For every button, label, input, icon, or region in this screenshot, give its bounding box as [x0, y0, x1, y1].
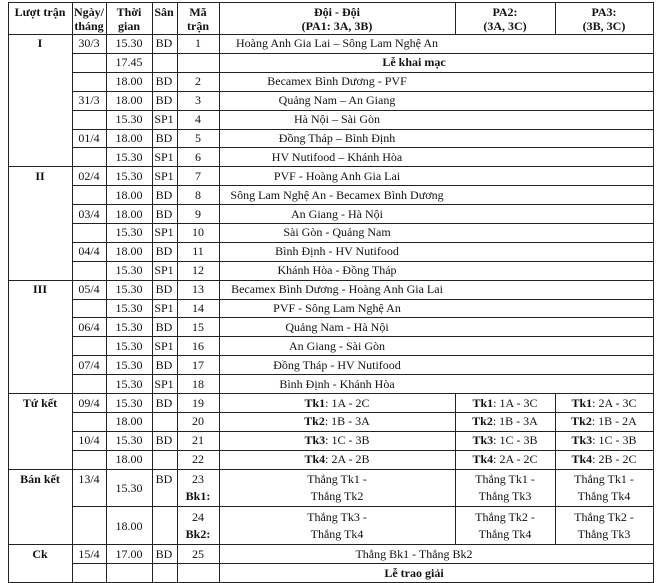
pa2-pairing-tag: Tk2	[472, 414, 493, 429]
match-code: 8	[195, 187, 201, 202]
date-cell: 15/4	[78, 546, 100, 561]
round-label: II	[35, 168, 45, 183]
venue-cell: SP1	[154, 112, 174, 127]
venue-cell: BD	[155, 187, 173, 202]
venue-cell: BD	[155, 357, 173, 372]
date-cell: 13/4	[78, 471, 100, 486]
pa3-pairing-pair: : 2B - 2C	[592, 452, 637, 467]
venue-cell: BD	[155, 74, 173, 89]
match-code: 1	[195, 36, 201, 51]
date-cell: 02/4	[78, 168, 100, 183]
grid-line	[8, 393, 653, 394]
grid-line	[455, 2, 456, 34]
time-cell: 15.30	[115, 357, 143, 372]
time-cell: 15.30	[115, 301, 143, 316]
grid-line	[72, 72, 653, 73]
grid-line	[555, 2, 556, 34]
match-code: 13	[192, 282, 204, 297]
venue-cell: SP1	[154, 149, 174, 164]
header-time: Thời	[116, 5, 142, 19]
grid-line	[72, 431, 653, 432]
time-cell: 15.30	[115, 263, 143, 278]
time-cell: 18.00	[115, 74, 143, 89]
time-cell: 15.30	[115, 112, 143, 127]
time-cell: 18.00	[115, 452, 143, 467]
match-code: 20	[192, 414, 204, 429]
pa2-pairing-tag: Tk1	[472, 395, 494, 410]
round-label: III	[32, 282, 48, 297]
header-date: Ngày/	[74, 5, 104, 19]
time-cell: 17.00	[115, 546, 143, 561]
date-cell: 07/4	[78, 357, 100, 372]
grid-line	[8, 166, 653, 167]
match-code: 22	[192, 452, 204, 467]
match-teams: Sài Gòn - Quảng Nam	[283, 225, 391, 240]
time-cell: 15.30	[115, 433, 143, 448]
venue-cell: BD	[155, 282, 173, 297]
venue-cell: SP1	[154, 376, 174, 391]
time-cell: 15.30	[115, 225, 143, 240]
grid-line	[72, 450, 653, 451]
match-teams: PVF - Hoàng Anh Gia Lai	[273, 168, 401, 183]
header-pa3-2: (3B, 3C)	[582, 19, 626, 33]
grid-line	[72, 336, 653, 337]
match-code: 10	[192, 225, 204, 240]
schedule-table	[0, 2, 660, 580]
match-teams: Đồng Tháp – Bình Định	[278, 130, 396, 145]
pa3-pairing-tag: Tk4	[571, 452, 593, 467]
match-teams: PVF - Sông Lam Nghệ An	[273, 301, 401, 316]
time-cell: 18.00	[115, 244, 143, 259]
match-pairing-pair: : 1A - 2C	[325, 395, 370, 410]
grid-line	[152, 2, 153, 583]
venue-cell: SP1	[154, 263, 174, 278]
ceremony-label: Lễ khai mạc	[382, 55, 446, 70]
date-cell: 31/3	[78, 93, 100, 108]
time-cell: 15.30	[115, 319, 143, 334]
venue-cell: SP1	[154, 225, 174, 240]
date-cell: 09/4	[78, 395, 100, 410]
match-code: 18	[192, 376, 204, 391]
header-time-2: gian	[117, 19, 141, 33]
match-code: 23	[192, 471, 204, 486]
header-venue: Sân	[154, 5, 174, 19]
grid-line	[72, 147, 653, 148]
venue-cell: BD	[155, 433, 173, 448]
match-teams: HV Nutifood – Khánh Hòa	[271, 149, 403, 164]
header-code: Mã	[189, 5, 207, 19]
header-pa2: PA2:	[492, 5, 518, 19]
grid-line	[72, 374, 653, 375]
pa3-teams-2: Thắng Tk3	[577, 526, 631, 541]
grid-line	[72, 129, 653, 130]
venue-cell: BD	[155, 471, 173, 486]
time-cell: 15.30	[115, 480, 143, 495]
grid-line	[72, 204, 653, 205]
grid-line	[72, 91, 653, 92]
time-cell: 15.30	[115, 395, 143, 410]
match-teams: Đồng Tháp - HV Nutifood	[273, 357, 401, 372]
venue-cell: SP1	[154, 338, 174, 353]
date-cell: 10/4	[78, 433, 100, 448]
match-code: 21	[192, 433, 204, 448]
pa3-pairing	[571, 433, 636, 447]
pa2-pairing-tag: Tk4	[472, 452, 494, 467]
time-cell: 15.30	[115, 338, 143, 353]
match-code: 15	[192, 319, 204, 334]
grid-line	[8, 2, 653, 3]
match-teams: An Giang - Sài Gòn	[289, 338, 385, 353]
time-cell: 18.00	[115, 187, 143, 202]
grid-line	[219, 2, 220, 583]
semifinal-tag: Bk1:	[185, 488, 211, 503]
match-pairing-pair: : 1B - 3A	[324, 414, 370, 429]
time-cell: 15.30	[115, 149, 143, 164]
venue-cell: BD	[155, 395, 173, 410]
grid-line	[653, 2, 654, 583]
match-teams: Becamex Bình Dương - PVF	[267, 74, 407, 89]
pa3-pairing-pair: : 1C - 3B	[592, 433, 637, 448]
pa2-teams: Thắng Tk1 -	[475, 471, 535, 486]
match-teams: Sông Lam Nghệ An - Becamex Bình Dương	[230, 187, 444, 202]
venue-cell: BD	[155, 36, 173, 51]
pa2-pairing	[472, 452, 537, 466]
match-teams: Bình Định - Khánh Hòa	[279, 376, 395, 391]
pa3-teams: Thắng Tk1 -	[574, 471, 634, 486]
grid-line	[106, 2, 107, 583]
header-code-2: trận	[187, 19, 209, 33]
venue-cell: BD	[155, 93, 173, 108]
time-cell: 15.30	[115, 36, 143, 51]
grid-line	[8, 34, 653, 35]
time-cell: 18.00	[115, 206, 143, 221]
header-pa2-2: (3A, 3C)	[483, 19, 527, 33]
match-code: 2	[195, 74, 201, 89]
match-teams: Hà Nội – Sài Gòn	[294, 112, 380, 127]
pa3-teams-2: Thắng Tk4	[577, 488, 631, 503]
match-teams: Thắng Tk1 -	[307, 471, 367, 486]
venue-cell: BD	[155, 244, 173, 259]
pa2-pairing-pair: : 2A - 2C	[493, 452, 538, 467]
match-teams: Hoàng Anh Gia Lai – Sông Lam Nghệ An	[236, 36, 438, 51]
match-teams: Thắng Bk1 - Thắng Bk2	[355, 546, 473, 561]
grid-line	[8, 469, 653, 470]
time-cell: 18.00	[115, 130, 143, 145]
round-label: Ck	[32, 546, 48, 561]
time-cell: 18.00	[115, 518, 143, 533]
pa2-teams-2: Thắng Tk3	[478, 488, 532, 503]
match-teams: An Giang - Hà Nội	[291, 206, 383, 221]
match-pairing-tag: Tk3	[304, 433, 326, 448]
match-pairing-tag: Tk4	[304, 452, 326, 467]
match-code: 5	[195, 130, 201, 145]
date-cell: 06/4	[78, 319, 100, 334]
grid-line	[8, 544, 653, 545]
grid-line	[177, 2, 178, 583]
grid-line	[72, 563, 653, 564]
grid-line	[72, 242, 653, 243]
match-pairing	[304, 414, 370, 428]
venue-cell: BD	[155, 130, 173, 145]
grid-line	[72, 261, 653, 262]
pa2-pairing	[472, 396, 537, 410]
grid-line	[72, 185, 653, 186]
match-code: 25	[192, 546, 204, 561]
pa3-pairing-tag: Tk3	[571, 433, 593, 448]
pa3-teams: Thắng Tk2 -	[574, 509, 634, 524]
semifinal-tag: Bk2:	[185, 526, 211, 541]
match-pairing-tag: Tk2	[304, 414, 325, 429]
grid-line	[72, 355, 653, 356]
match-teams: Quảng Nam - Hà Nội	[285, 319, 389, 334]
date-cell: 01/4	[78, 130, 100, 145]
grid-line	[72, 110, 653, 111]
grid-line	[72, 223, 653, 224]
match-pairing-pair: : 2A - 2B	[325, 452, 370, 467]
round-label: Tứ kết	[22, 395, 58, 410]
grid-line	[72, 2, 73, 583]
grid-line	[8, 2, 9, 583]
pa2-pairing	[472, 414, 538, 428]
match-code: 19	[192, 395, 204, 410]
grid-line	[72, 506, 653, 507]
pa2-teams: Thắng Tk2 -	[475, 509, 535, 524]
header-pa3: PA3:	[591, 5, 617, 19]
venue-cell: BD	[155, 546, 173, 561]
match-code: 3	[195, 93, 201, 108]
match-pairing-tag: Tk1	[304, 395, 326, 410]
pa2-pairing-pair: : 1C - 3B	[493, 433, 538, 448]
pa3-pairing-tag: Tk2	[571, 414, 592, 429]
time-cell: 17.45	[115, 55, 143, 70]
pa2-pairing-pair: : 1B - 3A	[492, 414, 538, 429]
date-cell: 04/4	[78, 244, 100, 259]
pa2-pairing	[472, 433, 537, 447]
date-cell: 05/4	[78, 282, 100, 297]
time-cell: 18.00	[115, 93, 143, 108]
time-cell: 15.30	[115, 376, 143, 391]
match-teams: Quảng Nam – An Giang	[278, 93, 396, 108]
match-code: 24	[192, 509, 204, 524]
match-pairing-pair: : 1C - 3B	[325, 433, 370, 448]
match-code: 6	[195, 149, 201, 164]
venue-cell: SP1	[154, 301, 174, 316]
match-teams: Thắng Tk3 -	[307, 509, 367, 524]
date-cell: 03/4	[78, 206, 100, 221]
grid-line	[72, 412, 653, 413]
venue-cell: BD	[155, 206, 173, 221]
pa3-pairing	[571, 452, 636, 466]
match-teams: Becamex Bình Dương - Hoàng Anh Gia Lai	[231, 282, 443, 297]
match-teams: Khánh Hòa - Đồng Tháp	[277, 263, 397, 278]
venue-cell: SP1	[154, 168, 174, 183]
time-cell: 15.30	[115, 168, 143, 183]
pa3-pairing	[571, 396, 636, 410]
grid-line	[72, 317, 653, 318]
match-code: 17	[192, 357, 204, 372]
grid-line	[72, 53, 653, 54]
time-cell: 18.00	[115, 414, 143, 429]
match-teams-2: Thắng Tk2	[310, 488, 364, 503]
grid-line	[455, 393, 456, 544]
match-code: 9	[195, 206, 201, 221]
match-pairing	[304, 452, 369, 466]
match-code: 12	[192, 263, 204, 278]
venue-cell: BD	[155, 319, 173, 334]
match-code: 11	[192, 244, 204, 259]
pa3-pairing-pair: : 1B - 2A	[591, 414, 637, 429]
date-cell: 30/3	[78, 36, 100, 51]
pa2-pairing-pair: : 1A - 3C	[493, 395, 538, 410]
grid-line	[72, 299, 653, 300]
pa3-pairing-pair: : 2A - 3C	[592, 395, 637, 410]
match-teams-2: Thắng Tk4	[310, 526, 364, 541]
match-code: 16	[192, 338, 204, 353]
header-round: Lượt trận	[14, 5, 66, 19]
round-label: I	[37, 36, 43, 51]
pa3-pairing	[571, 414, 637, 428]
pa2-teams-2: Thắng Tk4	[478, 526, 532, 541]
header-match: Đội - Đội	[314, 5, 360, 19]
pa3-pairing-tag: Tk1	[571, 395, 593, 410]
match-code: 4	[195, 112, 201, 127]
match-pairing	[304, 433, 369, 447]
pa2-pairing-tag: Tk3	[472, 433, 494, 448]
time-cell: 15.30	[115, 282, 143, 297]
match-code: 14	[192, 301, 204, 316]
grid-line	[8, 280, 653, 281]
match-pairing	[304, 396, 369, 410]
ceremony-label: Lễ trao giải	[384, 565, 444, 580]
match-code: 7	[195, 168, 201, 183]
grid-line	[555, 393, 556, 544]
header-match-2: (PA1: 3A, 3B)	[301, 19, 373, 33]
match-teams: Bình Định - HV Nutifood	[275, 244, 399, 259]
round-label: Bán kết	[20, 471, 60, 486]
header-date-2: tháng	[74, 19, 104, 33]
